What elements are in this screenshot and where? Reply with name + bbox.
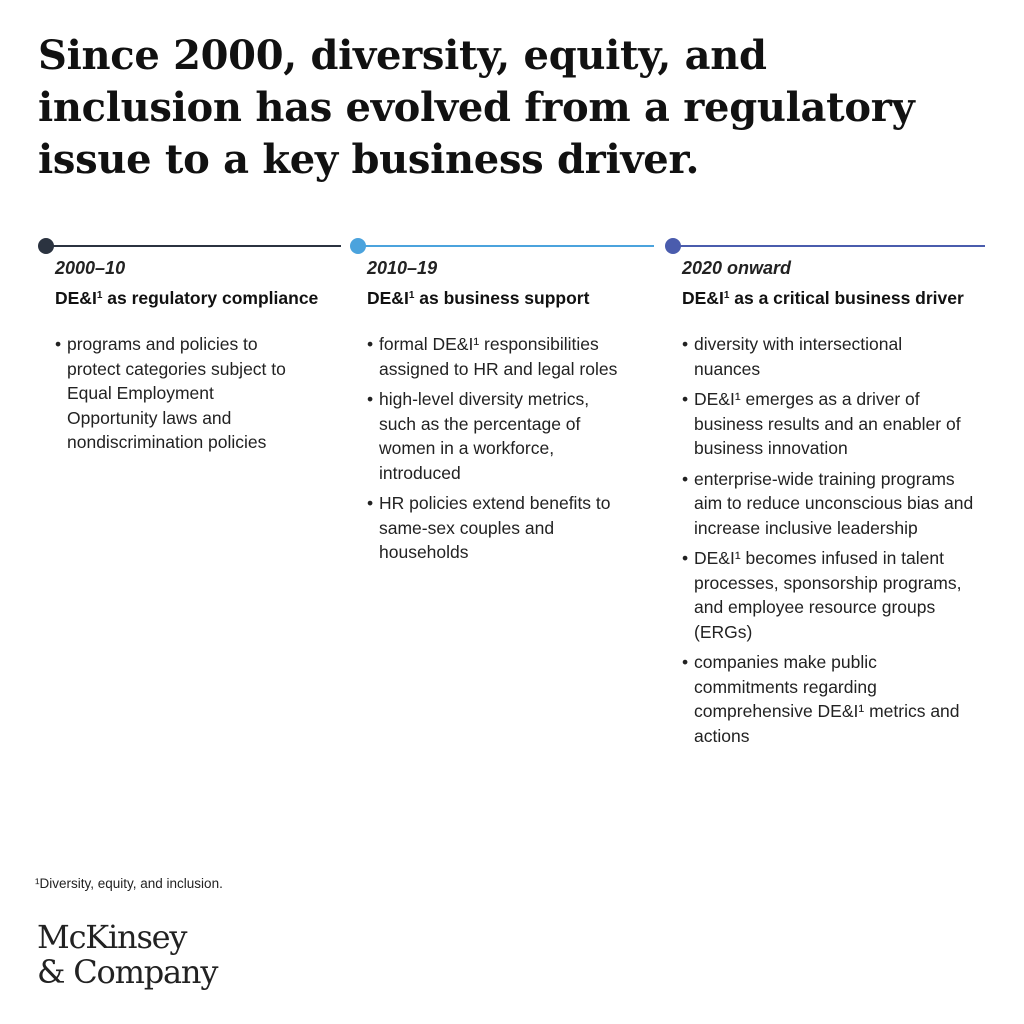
timeline-dot-2020-onward xyxy=(665,238,681,254)
footnote: ¹Diversity, equity, and inclusion. xyxy=(35,876,223,891)
era-item: • diversity with intersectional nuances xyxy=(682,334,903,379)
headline: Since 2000, diversity, equity, and inclusion has evolved from a regulatory issue to a key business driver. xyxy=(38,32,915,183)
era-title-rest: as regulatory compliance xyxy=(102,288,319,308)
era-item-list xyxy=(367,332,657,565)
era-item: • formal DE&I¹ responsibilities assigned to HR and legal roles xyxy=(367,334,618,379)
era-period: 2000–10 xyxy=(55,258,126,278)
era-item: • DE&I¹ emerges as a driver of business results and an enabler of business innovation xyxy=(682,389,961,458)
era-item: • enterprise-wide training programs aim to reduce unconscious bias and increase inclusive leadership xyxy=(682,468,974,538)
era-title-main: DE&I xyxy=(367,288,409,308)
era-column-2010-19 xyxy=(367,256,657,571)
era-period: 2020 onward xyxy=(682,258,792,278)
era-item: • companies make public commitments regarding comprehensive DE&I¹ metrics and actions xyxy=(682,652,960,746)
footnote-marker: 1 xyxy=(723,290,730,301)
footnote-marker: 1 xyxy=(96,290,103,301)
era-column-2020-onward xyxy=(682,256,987,754)
timeline-segment-2010-19 xyxy=(358,245,654,247)
timeline-segment-2000-10 xyxy=(46,245,341,247)
logo-line-1: McKinsey xyxy=(37,918,187,956)
timeline-dot-2000-10 xyxy=(38,238,54,254)
era-column-2000-10 xyxy=(55,256,350,461)
era-title-main: DE&I xyxy=(55,288,97,308)
timeline-segment-2020-onward xyxy=(673,245,985,247)
era-title xyxy=(682,286,987,310)
timeline-dot-2010-19 xyxy=(350,238,366,254)
era-title-rest: as business support xyxy=(414,288,590,308)
footnote-marker: 1 xyxy=(408,290,415,301)
era-period: 2010–19 xyxy=(367,258,438,278)
era-item: • DE&I¹ becomes infused in talent processes, sponsorship programs, and employee resource groups (ERGs) xyxy=(682,548,962,642)
era-item: • HR policies extend benefits to same-sex couples and households xyxy=(367,493,611,562)
era-title xyxy=(55,286,350,310)
era-title-main: DE&I xyxy=(682,288,724,308)
era-item: • high-level diversity metrics, such as the percentage of women in a workforce, introduced xyxy=(367,389,590,483)
era-title-rest: as a critical business driver xyxy=(729,288,964,308)
logo-line-2: & Company xyxy=(37,953,218,991)
era-item-list xyxy=(682,332,987,748)
era-title xyxy=(367,286,657,310)
era-item: • programs and policies to protect categories subject to Equal Employment Opportunity laws and nondiscrimination policies xyxy=(55,334,286,452)
era-item-list xyxy=(55,332,350,455)
mckinsey-logo xyxy=(37,920,217,990)
timeline xyxy=(0,236,1024,256)
